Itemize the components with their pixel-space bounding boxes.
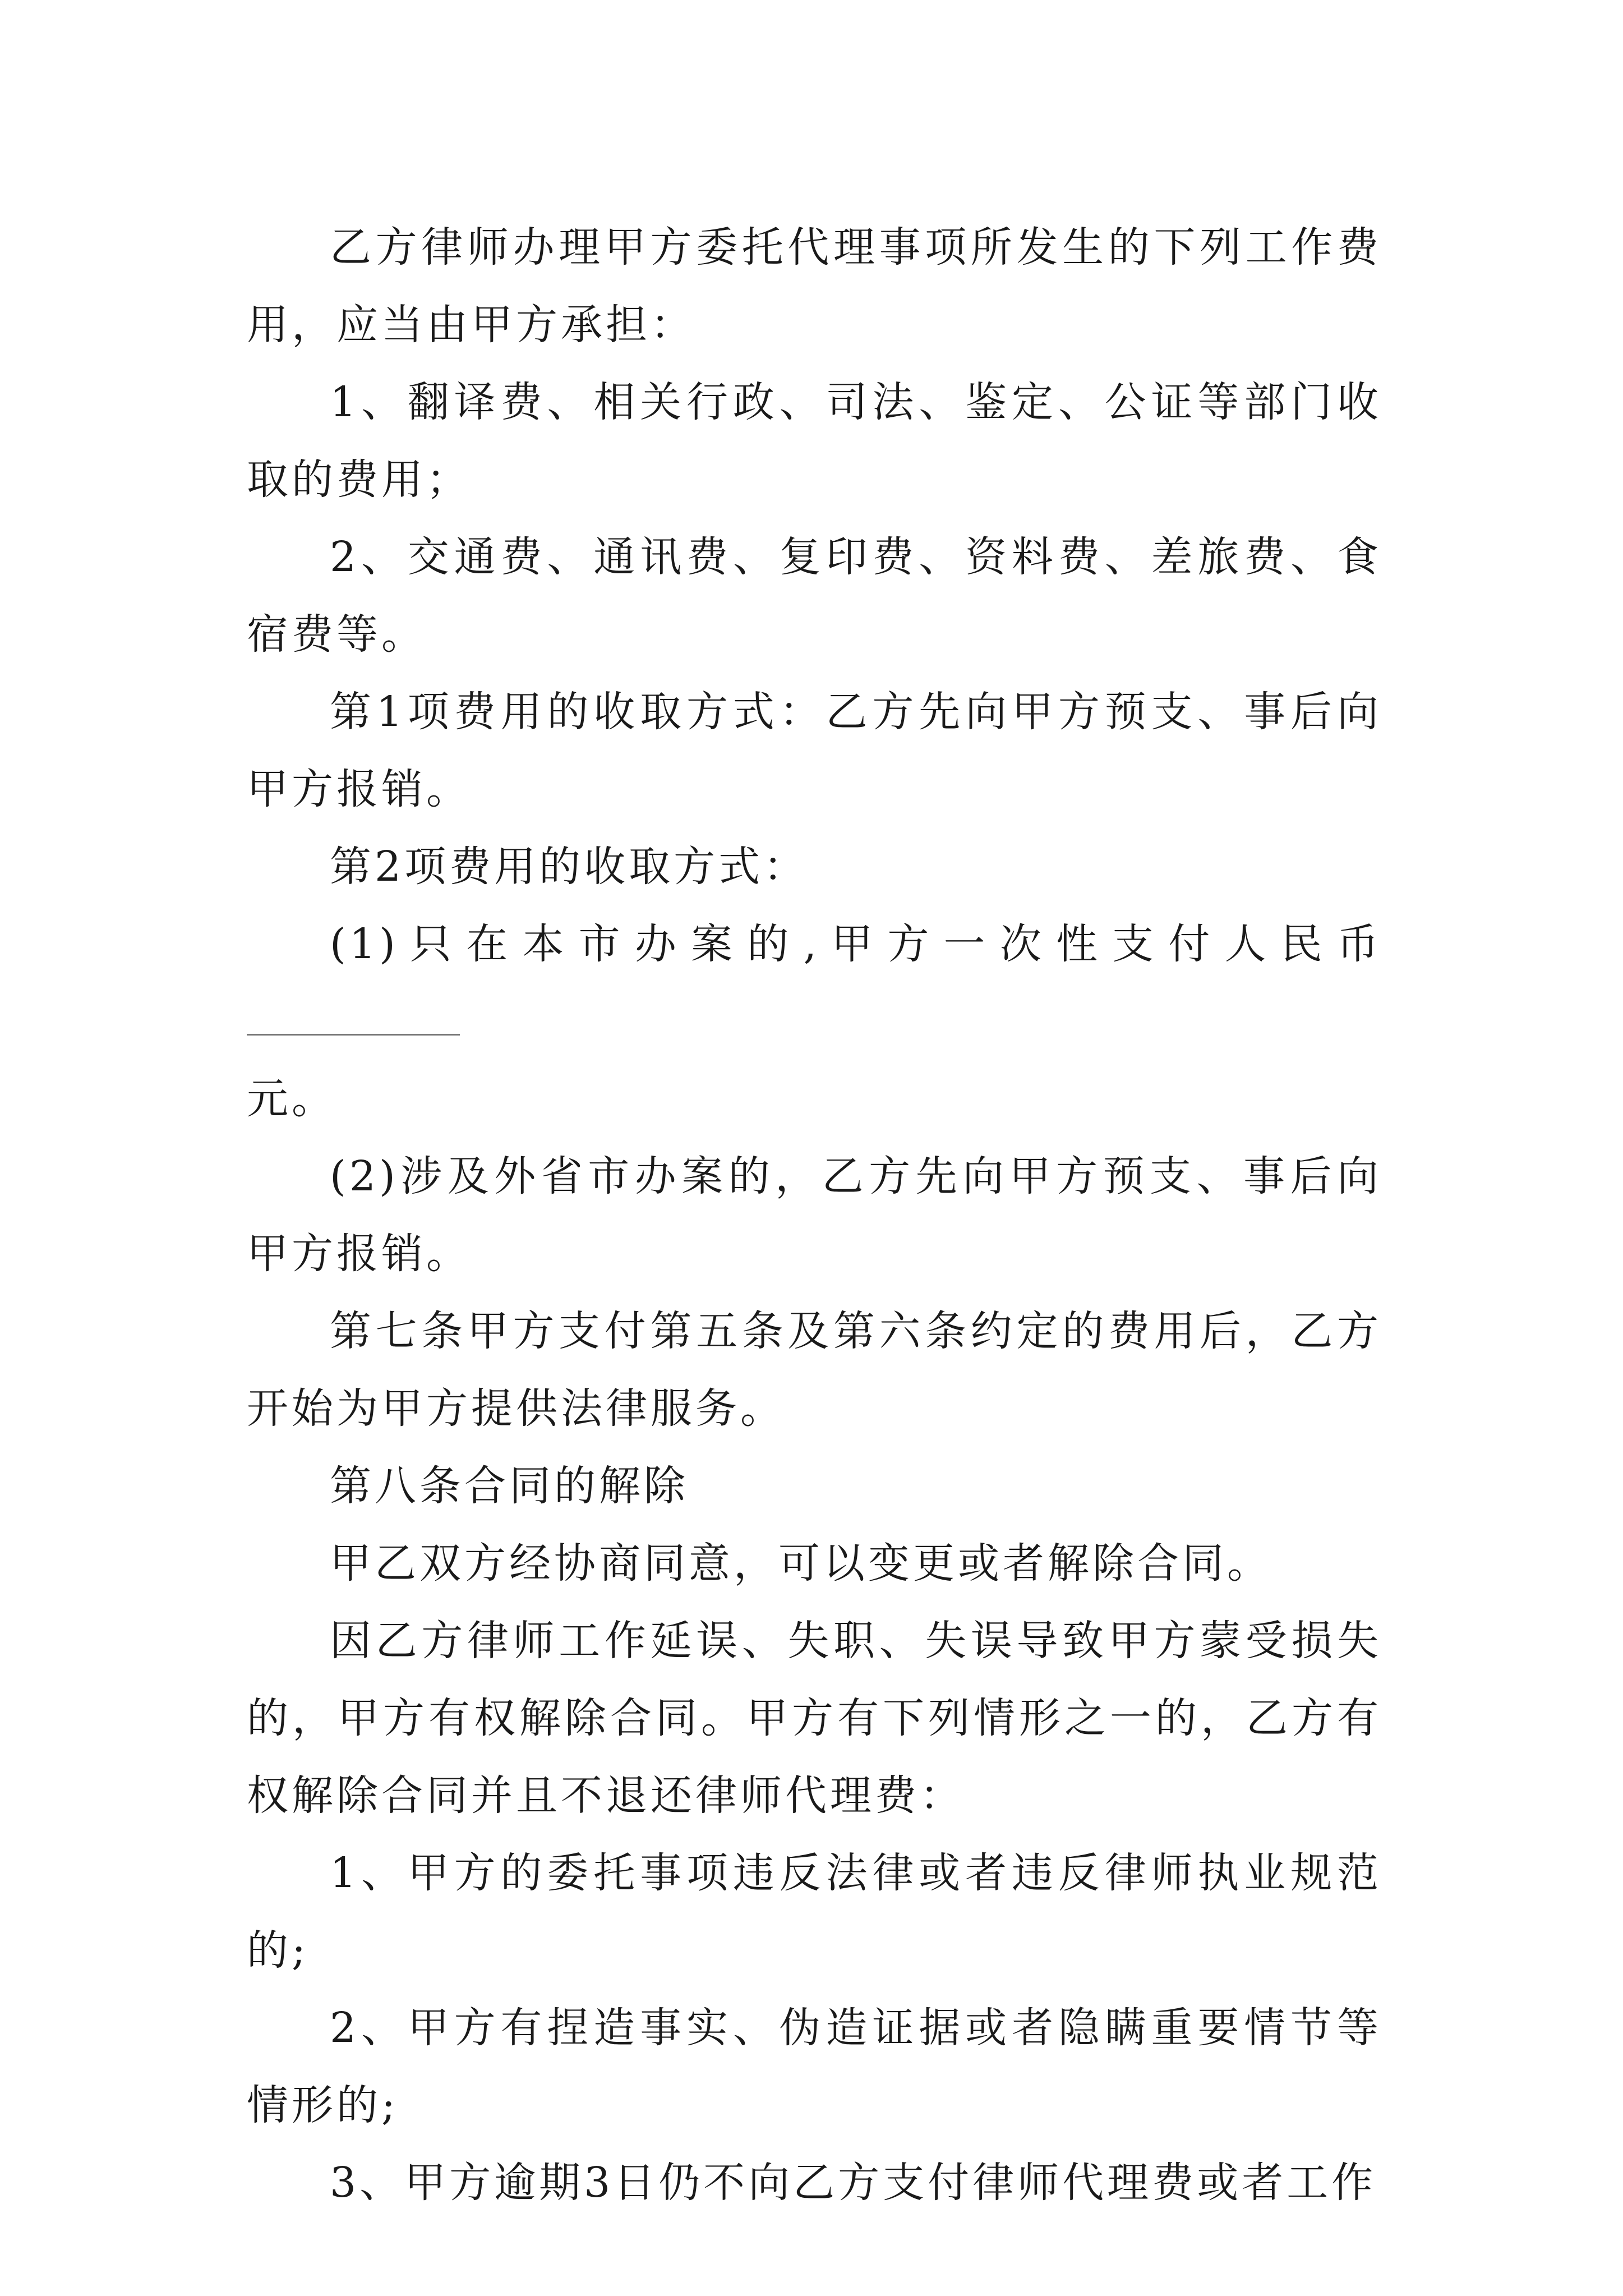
paragraph-termination-rights: 因乙方律师工作延误、失职、失误导致甲方蒙受损失的，甲方有权解除合同。甲方有下列情形之一的，乙方有权解除合同并且不退还律师代理费：	[247, 1617, 1382, 1820]
paragraph-item-2-fees: 2、交通费、通讯费、复印费、资料费、差旅费、食宿费等。	[247, 533, 1382, 659]
paragraph-yuan: 元。	[247, 1075, 336, 1123]
paragraph-mutual-termination: 甲乙双方经协商同意，可以变更或者解除合同。	[330, 1539, 1272, 1588]
amount-blank-line	[247, 1033, 460, 1036]
paragraph-local-case	[247, 905, 1382, 1060]
paragraph-condition-1: 1、甲方的委托事项违反法律或者违反律师执业规范的;	[247, 1849, 1382, 1975]
paragraph-expenses-intro: 乙方律师办理甲方委托代理事项所发生的下列工作费用，应当由甲方承担：	[247, 223, 1382, 349]
paragraph-out-of-town-case: (2)涉及外省市办案的，乙方先向甲方预支、事后向甲方报销。	[247, 1152, 1382, 1278]
paragraph-item-1-fees: 1、翻译费、相关行政、司法、鉴定、公证等部门收取的费用；	[247, 378, 1382, 504]
paragraph-article-8-heading: 第八条合同的解除	[330, 1462, 689, 1510]
paragraph-article-7: 第七条甲方支付第五条及第六条约定的费用后，乙方开始为甲方提供法律服务。	[247, 1307, 1382, 1433]
paragraph-condition-2: 2、甲方有捏造事实、伪造证据或者隐瞒重要情节等情形的;	[247, 2004, 1382, 2129]
paragraph-condition-3: 3、甲方逾期3日仍不向乙方支付律师代理费或者工作	[330, 2159, 1377, 2207]
document-body	[247, 209, 1382, 2221]
paragraph-item-1-collection: 第1项费用的收取方式：乙方先向甲方预支、事后向甲方报销。	[247, 688, 1382, 813]
local-case-text: (1)只在本市办案的,甲方一次性支付人民币	[330, 920, 1382, 968]
paragraph-item-2-collection: 第2项费用的收取方式：	[330, 843, 809, 891]
